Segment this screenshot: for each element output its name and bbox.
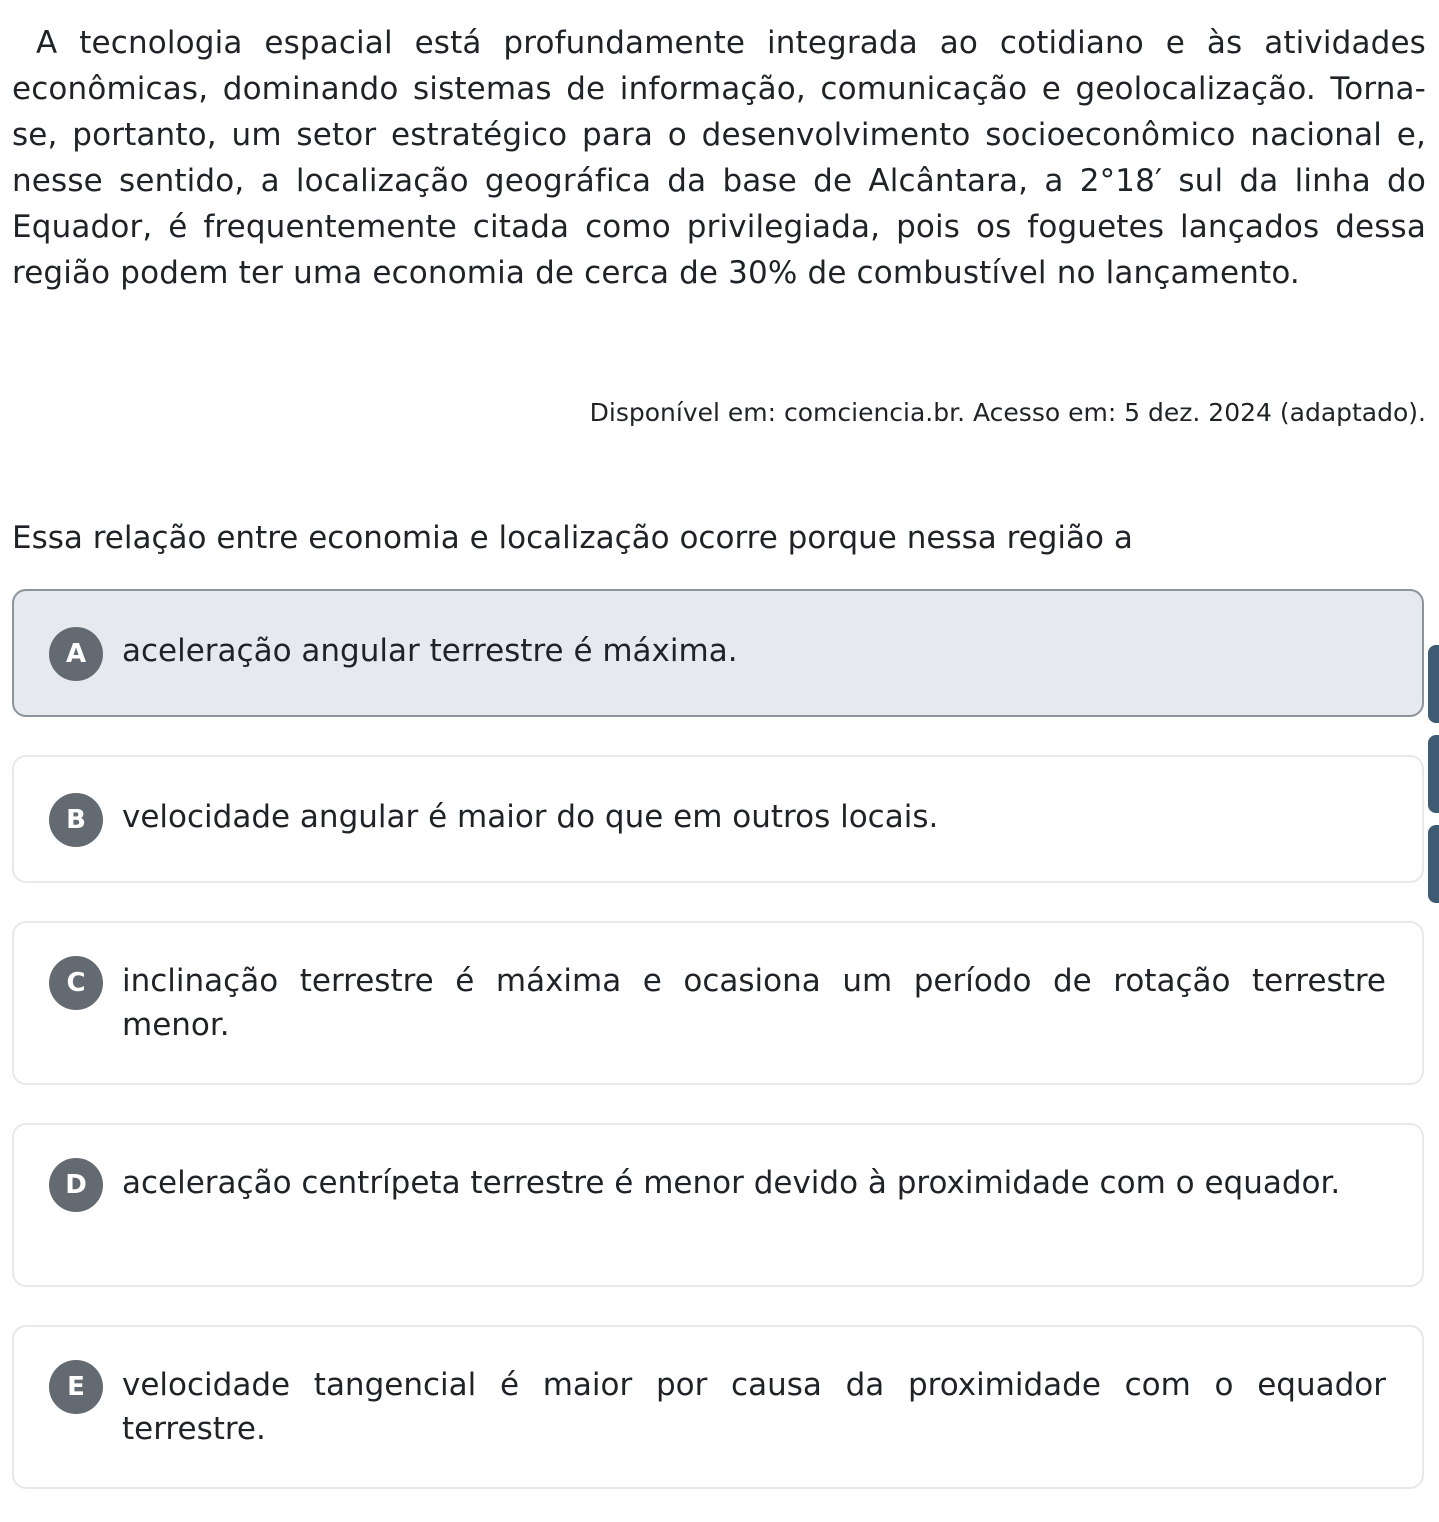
option-a-letter-badge: A [49,627,103,681]
option-e-letter-badge: E [49,1360,103,1414]
side-tab-2[interactable] [1428,735,1439,813]
option-e-text: velocidade tangencial é maior por causa da proximidade com o equador terrestre. [122,1367,1386,1447]
option-b[interactable] [12,755,1424,883]
option-a-text: aceleração angular terrestre é máxima. [122,633,738,669]
option-c-letter-badge: C [49,956,103,1010]
side-tab-1[interactable] [1428,645,1439,723]
question-stem: Essa relação entre economia e localização ocorre porque nessa região a [12,520,1133,556]
option-c-text: inclinação terrestre é máxima e ocasiona um período de rotação terrestre menor. [122,963,1386,1043]
option-d[interactable] [12,1123,1424,1287]
side-tab-3[interactable] [1428,825,1439,903]
option-b-text: velocidade angular é maior do que em outros locais. [122,799,939,835]
option-a[interactable] [12,589,1424,717]
passage-text: A tecnologia espacial está profundamente integrada ao cotidiano e às atividades econômicas, dominando sistemas de informação, comunicação e geolocalização. Torna-se, portanto, um setor estratégico para o desenvolvimento socioeconômico nacional e, nesse sentido, a localização geográfica da base de Alcântara, a 2°18′ sul da linha do Equador, é frequentemente citada como privilegiada, pois os foguetes lançados dessa região podem ter uma economia de cerca de 30% de combustível no lançamento. [12,25,1426,291]
option-e[interactable] [12,1325,1424,1489]
option-d-text: aceleração centrípeta terrestre é menor devido à proximidade com o equador. [122,1165,1341,1201]
option-b-letter-badge: B [49,793,103,847]
option-d-letter-badge: D [49,1158,103,1212]
option-c[interactable] [12,921,1424,1085]
passage-source: Disponível em: comciencia.br. Acesso em: 5 dez. 2024 (adaptado). [589,398,1426,427]
